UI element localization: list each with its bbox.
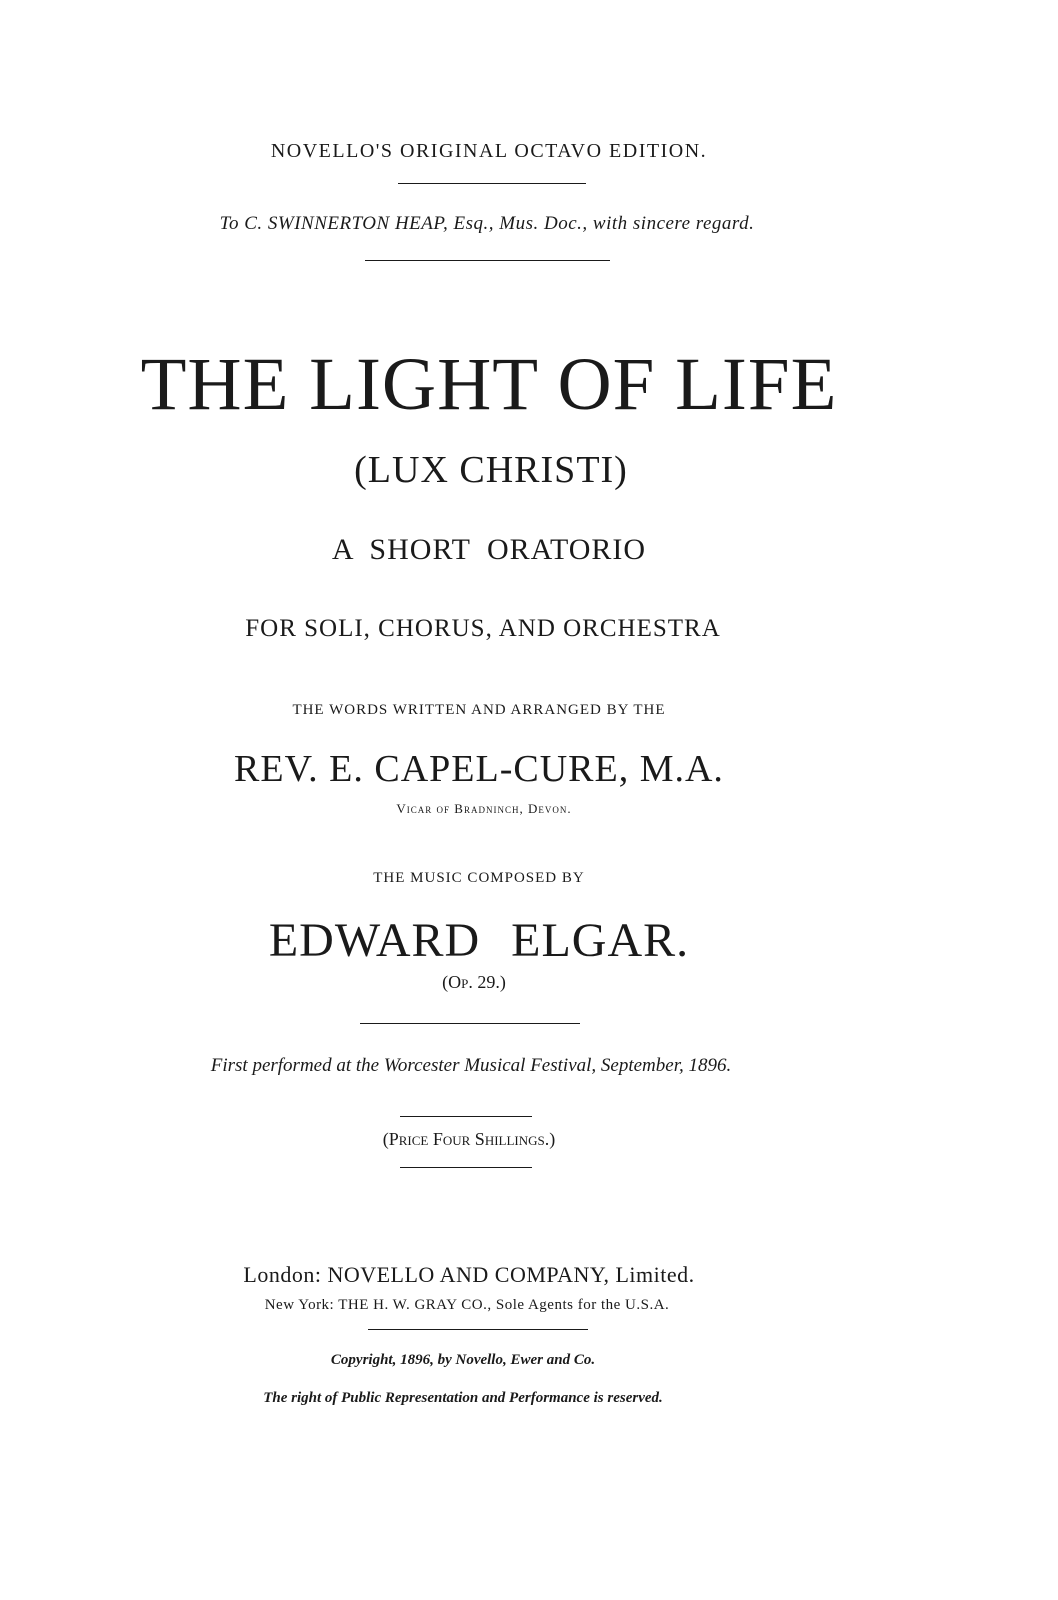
price: (Price Four Shillings.) [382,1129,556,1149]
composer: EDWARD ELGAR. [268,914,690,967]
publisher-newyork: New York: THE H. W. GRAY CO., Sole Agents for the U.S.A. [264,1297,670,1313]
dedication: To C. SWINNERTON HEAP, Esq., Mus. Doc., with sincere regard. [219,213,755,234]
librettist: REV. E. CAPEL-CURE, M.A. [234,748,724,790]
divider-rule-1 [398,183,586,184]
librettist-title: Vicar of Bradninch, Devon. [396,801,572,816]
opus: (Op. 29.) [442,972,506,992]
music-credit: THE MUSIC COMPOSED BY [373,870,585,886]
genre: A SHORT ORATORIO [331,533,647,566]
divider-rule-6 [368,1329,588,1330]
page-title: THE LIGHT OF LIFE [140,343,838,426]
words-credit: THE WORDS WRITTEN AND ARRANGED BY THE [292,702,666,718]
premiere-note: First performed at the Worcester Musical Festival, September, 1896. [210,1055,732,1076]
subtitle: (LUX CHRISTI) [354,449,628,491]
rights-notice: The right of Public Representation and Performance is reserved. [263,1390,663,1406]
divider-rule-2 [365,260,610,261]
publisher-london: London: NOVELLO AND COMPANY, Limited. [243,1262,695,1287]
copyright: Copyright, 1896, by Novello, Ewer and Co. [330,1352,596,1368]
scoring: FOR SOLI, CHORUS, AND ORCHESTRA [245,615,721,642]
divider-rule-5 [400,1167,532,1168]
divider-rule-4 [400,1116,532,1117]
divider-rule-3 [360,1023,580,1024]
edition-line: NOVELLO'S ORIGINAL OCTAVO EDITION. [270,140,708,162]
